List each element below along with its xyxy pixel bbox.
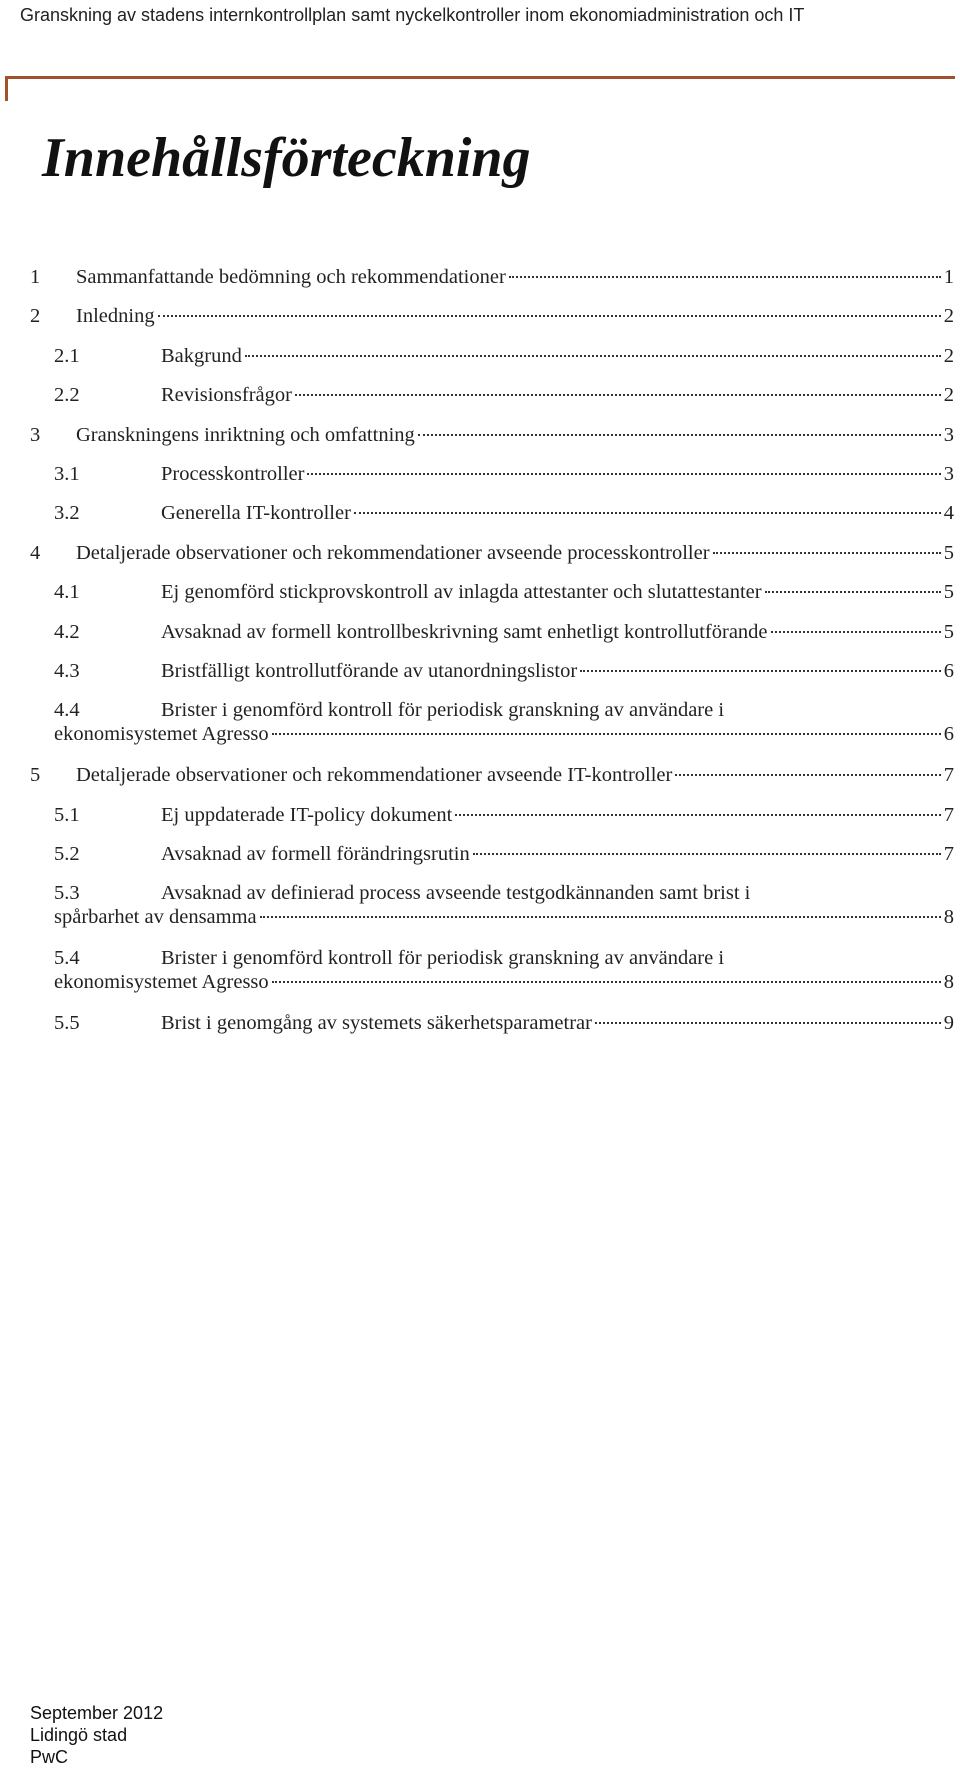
dot-leader: [418, 434, 941, 436]
toc-entry[interactable]: [30, 881, 954, 946]
toc-entry[interactable]: [30, 304, 954, 343]
toc-entry-page: 2: [943, 305, 954, 328]
toc-entry-number: 2.1: [54, 344, 80, 367]
dot-leader: [307, 473, 940, 475]
toc-entry-title: Ej uppdaterade IT-policy dokument: [161, 803, 453, 826]
toc-entry-number: 1: [30, 266, 41, 288]
toc-entry-title-continued: ekonomisystemet Agresso: [54, 971, 269, 994]
toc-entry[interactable]: [30, 501, 954, 540]
dot-leader: [158, 315, 941, 317]
dot-leader: [765, 591, 941, 593]
toc-entry-page: 1: [943, 266, 954, 288]
toc-entry[interactable]: [30, 423, 954, 462]
toc-entry-number: 5: [30, 764, 41, 787]
toc-entry[interactable]: [30, 462, 954, 501]
toc-entry-title: Bristfälligt kontrollutförande av utanordningslistor: [161, 659, 578, 682]
toc-entry-number: 3.2: [54, 502, 80, 525]
toc-entry[interactable]: [30, 763, 954, 802]
toc-entry[interactable]: [30, 698, 954, 763]
toc-entry-title: Granskningens inriktning och omfattning: [76, 423, 415, 446]
toc-entry-page: 2: [943, 384, 954, 407]
toc-entry[interactable]: [30, 620, 954, 659]
toc-entry-title: Detaljerade observationer och rekommendationer avseende processkontroller: [76, 541, 710, 564]
toc-entry-title: Ej genomförd stickprovskontroll av inlagda attestanter och slutattestanter: [161, 581, 762, 604]
toc-entry-title: Generella IT-kontroller: [161, 502, 351, 525]
toc-entry-title: Brist i genomgång av systemets säkerhetsparametrar: [161, 1012, 592, 1035]
toc-entry-page: 3: [943, 462, 954, 485]
dot-leader: [595, 1022, 941, 1024]
toc-title: Innehållsförteckning: [42, 127, 531, 189]
toc-entry-number: 2: [30, 305, 41, 328]
footer-date: September 2012: [30, 1703, 164, 1723]
dot-leader: [354, 512, 941, 514]
toc-entry-number: 3: [30, 423, 41, 446]
toc-entry-title: Revisionsfrågor: [161, 384, 292, 407]
toc-entry-number: 5.3: [54, 882, 80, 905]
toc-entry-page: 8: [943, 971, 954, 994]
toc-entry-page: 7: [943, 764, 954, 787]
toc-entry-title: Sammanfattande bedömning och rekommendationer: [76, 266, 506, 288]
footer-firm: PwC: [30, 1747, 69, 1767]
toc-entry-page: 8: [943, 906, 954, 929]
toc-entry-page: 7: [943, 843, 954, 866]
toc-entry-title: Inledning: [76, 305, 155, 328]
toc-entry-number: 5.1: [54, 803, 80, 826]
dot-leader: [580, 670, 941, 672]
toc-entry-title: Avsaknad av formell kontrollbeskrivning samt enhetligt kontrollutförande: [161, 620, 768, 643]
toc-entry-number: 5.2: [54, 843, 80, 866]
toc-entry-page: 7: [943, 803, 954, 826]
toc-entry-page: 9: [943, 1012, 954, 1035]
toc-entry[interactable]: [30, 541, 954, 580]
footer: [30, 1702, 163, 1768]
header-rule-corner: [5, 76, 8, 101]
toc-entry-number: 4.4: [54, 699, 80, 722]
dot-leader: [272, 981, 941, 983]
toc-entry-page: 4: [943, 502, 954, 525]
dot-leader: [245, 355, 941, 357]
header-rule: [5, 76, 955, 79]
toc-entry[interactable]: [30, 344, 954, 383]
toc-entry[interactable]: [30, 659, 954, 698]
toc-entry-title: Brister i genomförd kontroll för periodisk granskning av användare i: [161, 947, 725, 970]
toc-entry[interactable]: [30, 1011, 954, 1050]
toc-entry-number: 4: [30, 541, 41, 564]
dot-leader: [295, 394, 941, 396]
toc-entry-number: 5.5: [54, 1012, 80, 1035]
toc-entry-page: 5: [943, 620, 954, 643]
dot-leader: [455, 814, 940, 816]
toc-entry-title: Avsaknad av definierad process avseende testgodkännanden samt brist i: [161, 882, 751, 905]
toc-entry-title: Bakgrund: [161, 344, 242, 367]
toc-entry-title-continued: spårbarhet av densamma: [54, 906, 257, 929]
toc-entry-page: 3: [943, 423, 954, 446]
toc-entry-page: 6: [943, 659, 954, 682]
toc-entry[interactable]: [30, 803, 954, 842]
toc-entry-number: 3.1: [54, 462, 80, 485]
toc-entry-number: 4.1: [54, 581, 80, 604]
toc-entry-page: 6: [943, 723, 954, 746]
dot-leader: [771, 631, 941, 633]
dot-leader: [713, 552, 941, 554]
toc-entry-number: 4.3: [54, 659, 80, 682]
dot-leader: [473, 853, 941, 855]
toc-entry-number: 5.4: [54, 947, 80, 970]
toc-entry-page: 2: [943, 344, 954, 367]
dot-leader: [272, 733, 941, 735]
toc-entry-title: Brister i genomförd kontroll för periodisk granskning av användare i: [161, 699, 725, 722]
toc-entry-title-continued: ekonomisystemet Agresso: [54, 723, 269, 746]
toc-entry-title: Processkontroller: [161, 462, 305, 485]
table-of-contents: [30, 265, 954, 1051]
footer-client: Lidingö stad: [30, 1725, 128, 1745]
toc-entry[interactable]: [30, 265, 954, 304]
dot-leader: [260, 916, 941, 918]
toc-entry-title: Avsaknad av formell förändringsrutin: [161, 843, 470, 866]
toc-entry-page: 5: [943, 581, 954, 604]
toc-entry[interactable]: [30, 580, 954, 619]
toc-entry-number: 4.2: [54, 620, 80, 643]
dot-leader: [675, 774, 940, 776]
toc-entry-page: 5: [943, 541, 954, 564]
toc-entry[interactable]: [30, 946, 954, 1011]
dot-leader: [509, 276, 941, 278]
toc-entry-title: Detaljerade observationer och rekommendationer avseende IT-kontroller: [76, 764, 673, 787]
running-header: Granskning av stadens internkontrollplan samt nyckelkontroller inom ekonomiadministration och IT: [20, 5, 805, 25]
toc-entry[interactable]: [30, 383, 954, 422]
toc-entry-number: 2.2: [54, 384, 80, 407]
toc-entry[interactable]: [30, 842, 954, 881]
